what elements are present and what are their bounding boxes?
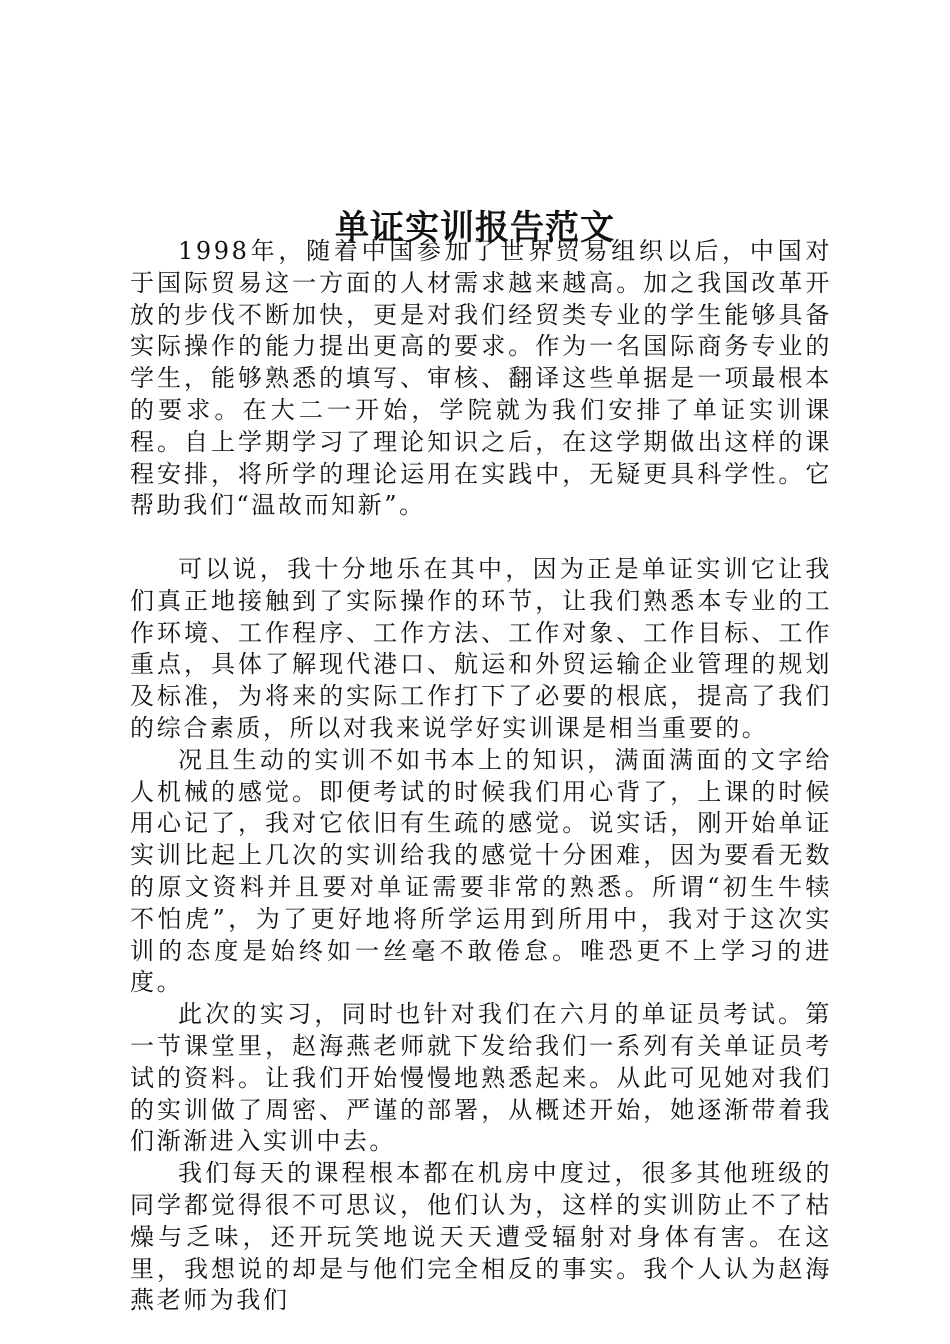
paragraph-5: 我们每天的课程根本都在机房中度过，很多其他班级的同学都觉得很不可思议，他们认为，这样的实训防止不了枯燥与乏味，还开玩笑地说天天遭受辐射对身体有害。在这里，我想说的却是与他们完全相反的事实。我个人认为赵海燕老师为我们 [130,1159,832,1315]
paragraph-2: 可以说，我十分地乐在其中，因为正是单证实训它让我们真正地接触到了实际操作的环节，让我们熟悉本专业的工作环境、工作程序、工作方法、工作对象、工作目标、工作重点，具体了解现代港口、航运和外贸运输企业管理的规划及标准，为将来的实际工作打下了必要的根底，提高了我们的综合素质，所以对我来说学好实训课是相当重要的。 [130,554,832,742]
paragraph-4: 此次的实习，同时也针对我们在六月的单证员考试。第一节课堂里，赵海燕老师就下发给我们一系列有关单证员考试的资料。让我们开始慢慢地熟悉起来。从此可见她对我们的实训做了周密、严谨的部署，从概述开始，她逐渐带着我们渐渐进入实训中去。 [130,1000,832,1156]
document-body [130,236,832,1317]
paragraph-1: 1998年，随着中国参加了世界贸易组织以后，中国对于国际贸易这一方面的人材需求越来越高。加之我国改革开放的步伐不断加快，更是对我们经贸类专业的学生能够具备实际操作的能力提出更高的要求。作为一名国际商务专业的学生，能够熟悉的填写、审核、翻译这些单据是一项最根本的要求。在大二一开始，学院就为我们安排了单证实训课程。自上学期学习了理论知识之后，在这学期做出这样的课程安排，将所学的理论运用在实践中，无疑更具科学性。它帮助我们“温故而知新”。 [130,237,832,520]
document-title: 单证实训报告范文 [335,207,615,248]
paragraph-3: 况且生动的实训不如书本上的知识，满面满面的文字给人机械的感觉。即便考试的时候我们用心背了，上课的时候用心记了，我对它依旧有生疏的感觉。说实话，刚开始单证实训比起上几次的实训给我的感觉十分困难，因为要看无数的原文资料并且要对单证需要非常的熟悉。所谓“初生牛犊不怕虎”，为了更好地将所学运用到所用中，我对于这次实训的态度是始终如一丝毫不敢倦怠。唯恐更不上学习的进度。 [130,745,832,997]
